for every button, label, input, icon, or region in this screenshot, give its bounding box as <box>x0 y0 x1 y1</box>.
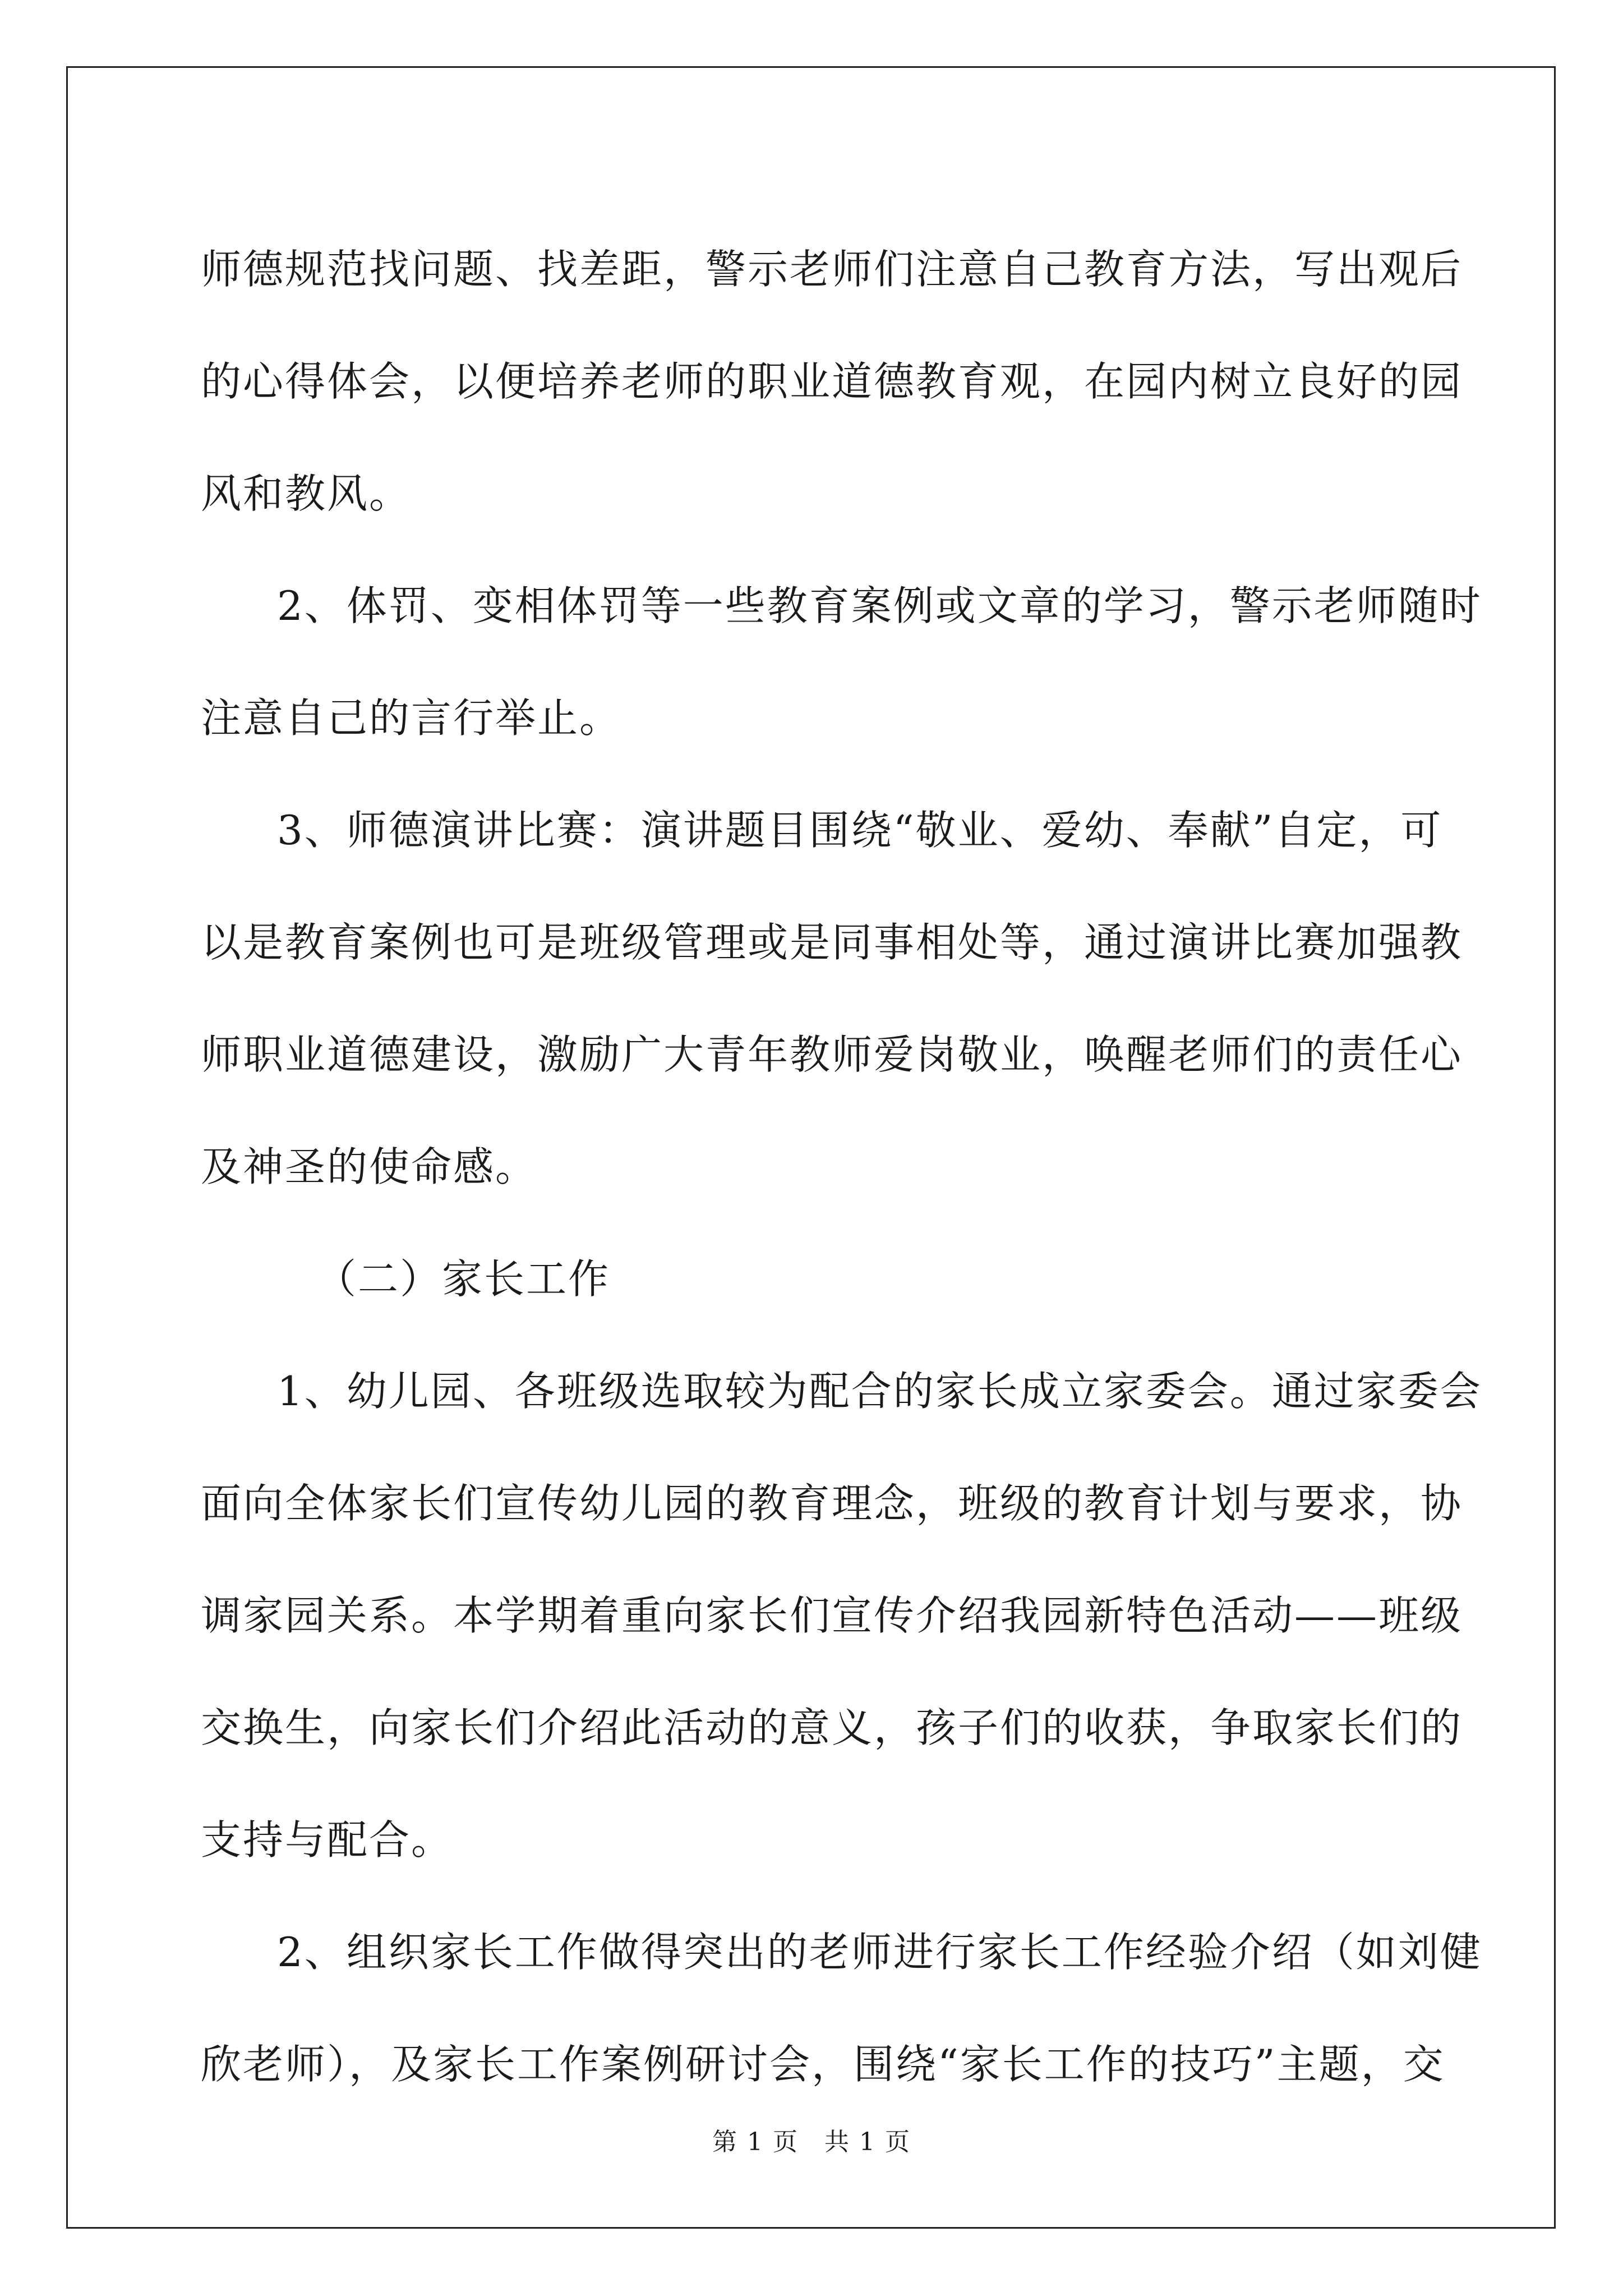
text-line: 欣老师），及家长工作案例研讨会，围绕“家长工作的技巧”主题，交 <box>201 2041 1445 2088</box>
paragraph-start-line: 2、体罚、变相体罚等一些教育案例或文章的学习，警示老师随时 <box>277 582 1482 629</box>
text-line: 以是教育案例也可是班级管理或是同事相处等，通过演讲比赛加强教 <box>201 919 1463 966</box>
paragraph-start-line: 3、师德演讲比赛：演讲题目围绕“敬业、爱幼、奉献”自定，可 <box>277 807 1443 854</box>
text-line: 师德规范找问题、找差距，警示老师们注意自己教育方法，写出观后 <box>201 246 1463 293</box>
text-line: 交换生，向家长们介绍此活动的意义，孩子们的收获，争取家长们的 <box>201 1704 1463 1751</box>
paragraph-start-line: 1、幼儿园、各班级选取较为配合的家长成立家委会。通过家委会 <box>277 1368 1482 1415</box>
text-line: 支持与配合。 <box>201 1816 454 1864</box>
text-line: 师职业道德建设，激励广大青年教师爱岗敬业，唤醒老师们的责任心 <box>201 1031 1463 1078</box>
page-number-footer: 第 1 页 共 1 页 <box>712 2128 911 2156</box>
document-body <box>201 213 1482 2120</box>
text-line: 的心得体会，以便培养老师的职业道德教育观，在园内树立良好的园 <box>201 358 1463 405</box>
paragraph-start-line: 2、组织家长工作做得突出的老师进行家长工作经验介绍（如刘健 <box>277 1929 1482 1976</box>
text-line: 及神圣的使命感。 <box>201 1143 538 1190</box>
text-line: 注意自己的言行举止。 <box>201 694 622 742</box>
section-heading: （二）家长工作 <box>316 1255 611 1303</box>
text-line: 风和教风。 <box>201 470 412 517</box>
text-line: 面向全体家长们宣传幼儿园的教育理念，班级的教育计划与要求，协 <box>201 1480 1463 1527</box>
text-line: 调家园关系。本学期着重向家长们宣传介绍我园新特色活动——班级 <box>201 1592 1463 1639</box>
